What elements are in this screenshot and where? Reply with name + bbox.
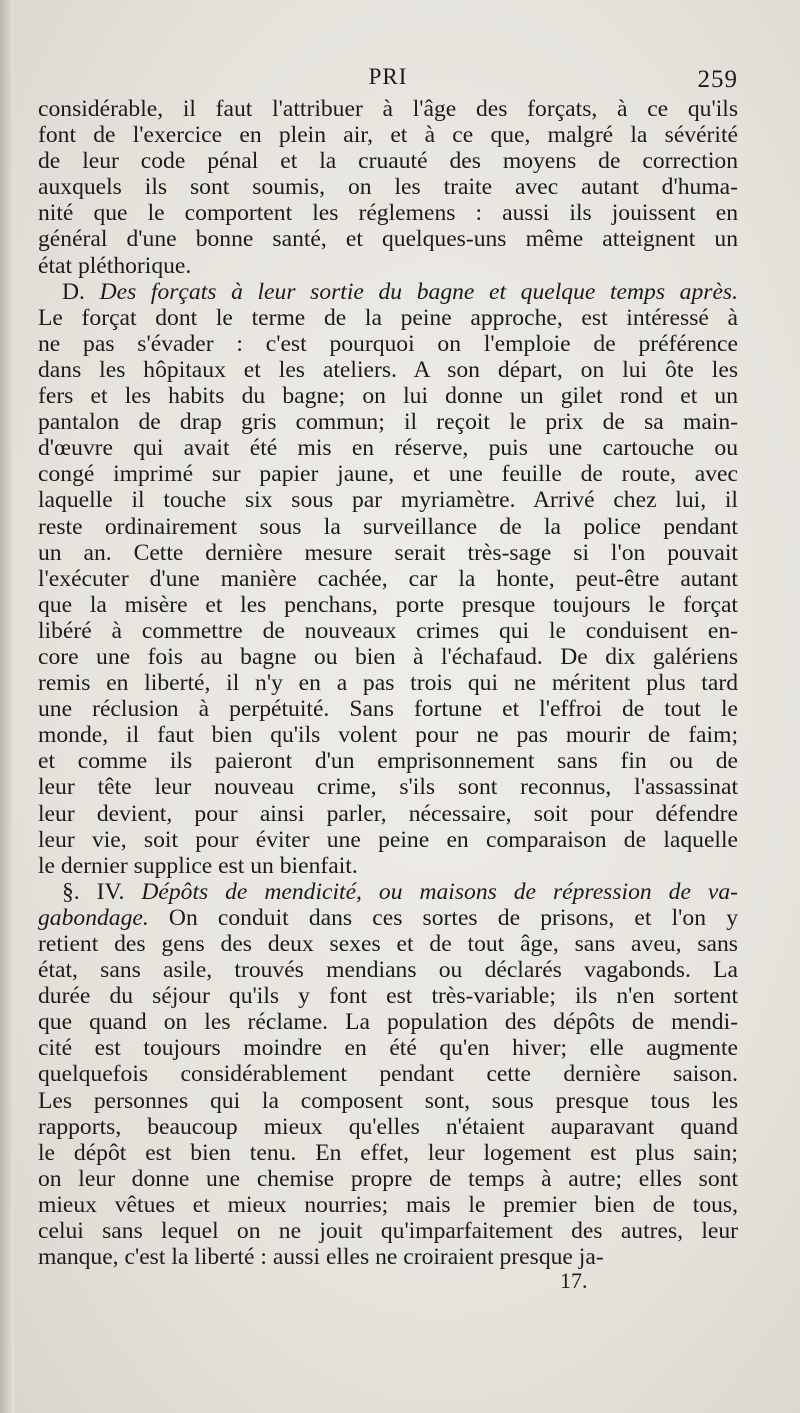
text-line [38, 644, 738, 670]
line-text: D. [62, 278, 100, 305]
line-text: mieux vêtues et mieux nourries; mais le premier bien de tous, [38, 1191, 738, 1218]
text-line [38, 957, 738, 983]
line-text: le dépôt est bien tenu. En effet, leur logement est plus sain; [38, 1139, 738, 1166]
italic-heading-text: Dépôts de mendicité, ou maisons de répression de va- [141, 878, 738, 905]
running-title: PRI [368, 64, 408, 89]
line-text: monde, il faut bien qu'ils volent pour ne pas mourir de faim; [38, 722, 738, 749]
line-text: état, sans asile, trouvés mendians ou déclarés vagabonds. La [38, 957, 738, 984]
line-text: l'exécuter d'une manière cachée, car la honte, peut-être autant [38, 565, 738, 592]
text-line [38, 174, 738, 200]
line-text: Le forçat dont le terme de la peine approche, est intéressé à [38, 304, 738, 331]
text-line [38, 357, 738, 383]
text-line [38, 1114, 738, 1140]
line-text: pantalon de drap gris commun; il reçoit le prix de sa main- [38, 409, 738, 436]
line-text: cité est toujours moindre en été qu'en hiver; elle augmente [38, 1035, 738, 1062]
text-line [38, 435, 738, 461]
text-line [38, 305, 738, 331]
text-line [38, 148, 738, 174]
line-text: on leur donne une chemise propre de temps à autre; elles sont [38, 1165, 738, 1192]
line-text: nité que le comportent les réglemens : aussi ils jouissent en [38, 200, 738, 227]
text-line [38, 1088, 738, 1114]
text-line [38, 1009, 738, 1035]
text-line [38, 905, 738, 931]
text-line [38, 1166, 738, 1192]
text-line [38, 1061, 738, 1087]
text-line [38, 253, 738, 279]
line-text: fers et les habits du bagne; on lui donne un gilet rond et un [38, 383, 738, 410]
text-line [38, 200, 738, 226]
text-line [38, 983, 738, 1009]
text-line [38, 540, 738, 566]
line-text: ne pas s'évader : c'est pourquoi on l'emploie de préférence [38, 330, 738, 357]
line-text: de leur code pénal et la cruauté des moyens de correction [38, 148, 738, 175]
line-text: leur vie, soit pour éviter une peine en comparaison de laquelle [38, 826, 738, 853]
text-line [38, 592, 738, 618]
line-text: général d'une bonne santé, et quelques-uns même atteignent un [38, 226, 738, 253]
text-line [38, 514, 738, 540]
text-line [38, 383, 738, 409]
text-line [38, 226, 738, 252]
line-text: le dernier supplice est un bienfait. [38, 852, 358, 879]
text-line [38, 1244, 738, 1270]
text-line [38, 487, 738, 513]
line-text: manque, c'est la liberté : aussi elles ne croiraient presque ja- [38, 1244, 604, 1271]
line-text: celui sans lequel on ne jouit qu'imparfaitement des autres, leur [38, 1218, 738, 1245]
page-binding-edge [0, 0, 14, 1413]
text-line [38, 748, 738, 774]
text-line [38, 931, 738, 957]
line-text: congé imprimé sur papier jaune, et une feuille de route, avec [38, 461, 738, 488]
line-text: font de l'exercice en plein air, et à ce que, malgré la sévérité [38, 122, 738, 149]
text-line [38, 331, 738, 357]
text-line [38, 96, 738, 122]
running-head [38, 64, 738, 96]
text-line [38, 1218, 738, 1244]
text-line [38, 279, 738, 305]
line-text: §. IV. [62, 878, 142, 905]
line-text: que la misère et les penchans, porte presque toujours le forçat [38, 591, 738, 618]
text-line [38, 618, 738, 644]
line-text: que quand on les réclame. La population des dépôts de mendi- [38, 1009, 738, 1036]
line-text: reste ordinairement sous la surveillance de la police pendant [38, 513, 738, 540]
text-line [38, 827, 738, 853]
signature-mark: 17. [560, 1268, 588, 1293]
line-text: core une fois au bagne ou bien à l'échafaud. De dix galériens [38, 643, 738, 670]
text-line [38, 1035, 738, 1061]
line-text: rapports, beaucoup mieux qu'elles n'étaient auparavant quand [38, 1113, 738, 1140]
line-text: dans les hôpitaux et les ateliers. A son départ, on lui ôte les [38, 356, 738, 383]
italic-heading-text: gabondage. [38, 904, 149, 931]
line-text: laquelle il touche six sous par myriamètre. Arrivé chez lui, il [38, 487, 738, 514]
text-line [38, 879, 738, 905]
line-text: d'œuvre qui avait été mis en réserve, puis une cartouche ou [38, 435, 738, 462]
text-line [38, 774, 738, 800]
text-line [38, 122, 738, 148]
line-text: auxquels ils sont soumis, on les traite avec autant d'huma- [38, 174, 738, 201]
body-text [38, 96, 738, 1270]
line-text: considérable, il faut l'attribuer à l'âge des forçats, à ce qu'ils [38, 96, 738, 122]
text-line [38, 670, 738, 696]
text-line [38, 1140, 738, 1166]
text-line [38, 461, 738, 487]
line-text: et comme ils paieront d'un emprisonnement sans fin ou de [38, 748, 738, 775]
line-text: une réclusion à perpétuité. Sans fortune et l'effroi de tout le [38, 696, 738, 723]
text-line [38, 696, 738, 722]
line-text: leur tête leur nouveau crime, s'ils sont reconnus, l'assassinat [38, 774, 738, 801]
line-text: libéré à commettre de nouveaux crimes qui le conduisent en- [38, 617, 738, 644]
line-text: un an. Cette dernière mesure serait très-sage si l'on pouvait [38, 539, 738, 566]
text-line [38, 801, 738, 827]
line-text: durée du séjour qu'ils y font est très-variable; ils n'en sortent [38, 983, 738, 1010]
line-text: leur devient, pour ainsi parler, nécessaire, soit pour défendre [38, 800, 738, 827]
text-line [38, 566, 738, 592]
line-text: remis en liberté, il n'y en a pas trois qui ne méritent plus tard [38, 670, 738, 697]
page-number: 259 [697, 66, 738, 93]
italic-heading-text: Des forçats à leur sortie du bagne et quelque temps après. [99, 278, 738, 305]
line-text: On conduit dans ces sortes de prisons, et l'on y [148, 904, 738, 931]
text-line [38, 853, 738, 879]
line-text: quelquefois considérablement pendant cette dernière saison. [38, 1061, 738, 1088]
text-line [38, 722, 738, 748]
line-text: retient des gens des deux sexes et de tout âge, sans aveu, sans [38, 931, 738, 957]
line-text: Les personnes qui la composent sont, sous presque tous les [38, 1087, 738, 1114]
line-text: état pléthorique. [38, 252, 192, 279]
text-line [38, 409, 738, 435]
text-line [38, 1192, 738, 1218]
